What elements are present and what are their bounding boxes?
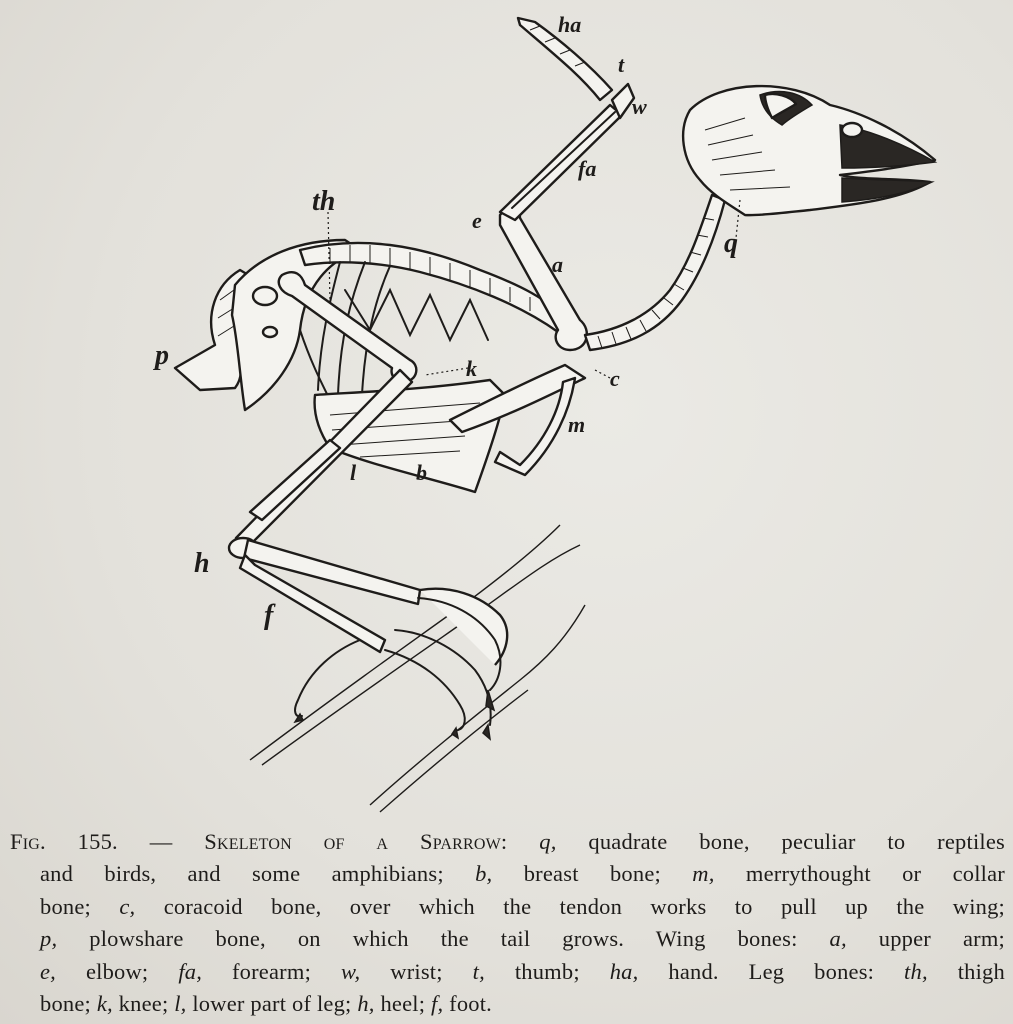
- label-m: m: [568, 412, 586, 437]
- caption-text: bone;: [40, 893, 91, 919]
- label-w: w: [632, 94, 647, 119]
- key-e: e,: [40, 958, 57, 984]
- caption-title: Skeleton of a Sparrow:: [204, 829, 508, 854]
- label-h: h: [194, 548, 210, 579]
- key-ha: ha,: [609, 958, 639, 984]
- caption-text: wrist;: [390, 958, 443, 984]
- label-k: k: [466, 356, 477, 381]
- label-t: t: [618, 52, 625, 77]
- key-th: th,: [904, 958, 928, 984]
- forearm-bones: [500, 105, 622, 220]
- caption-text: knee;: [118, 991, 169, 1017]
- key-fa: fa,: [178, 958, 203, 984]
- skull: [683, 86, 935, 215]
- caption-text: Leg bones:: [748, 958, 875, 984]
- caption-text: coracoid bone, over which the tendon works to pull up the wing;: [163, 893, 1006, 919]
- label-fa: fa: [578, 156, 597, 181]
- caption-text: quadrate bone, peculiar to reptiles: [588, 829, 1006, 854]
- caption-dash: —: [117, 829, 205, 854]
- caption-text: foot.: [449, 991, 492, 1017]
- label-ha: ha: [558, 12, 582, 37]
- key-f: f,: [431, 991, 444, 1017]
- key-c: c,: [119, 893, 136, 919]
- figure-caption: [10, 826, 1005, 1020]
- label-th: th: [312, 186, 336, 217]
- caption-text: merrythought or collar: [745, 861, 1005, 887]
- caption-line-1: [10, 826, 1005, 858]
- key-b: b,: [475, 861, 493, 887]
- label-b: b: [416, 460, 427, 485]
- key-k: k,: [96, 991, 113, 1017]
- caption-text: thigh: [957, 958, 1005, 984]
- key-t: t,: [472, 958, 485, 984]
- label-e: e: [472, 208, 482, 233]
- caption-text: breast bone;: [523, 861, 661, 887]
- caption-text: thumb;: [514, 958, 580, 984]
- key-w: w,: [340, 958, 361, 984]
- key-l: l,: [174, 991, 187, 1017]
- caption-text: forearm;: [231, 958, 312, 984]
- caption-text: lower part of leg;: [192, 991, 352, 1017]
- key-h: h,: [357, 991, 375, 1017]
- key-m: m,: [692, 861, 715, 887]
- caption-text: and birds, and some amphibians;: [40, 861, 444, 887]
- caption-line-2: [10, 858, 1005, 890]
- caption-text: bone;: [40, 991, 91, 1017]
- caption-line-3: [10, 891, 1005, 923]
- key-p: p,: [40, 926, 58, 952]
- key-q: q,: [539, 829, 557, 854]
- caption-line-5: [10, 956, 1005, 988]
- label-q: q: [724, 228, 738, 259]
- label-a: a: [552, 252, 563, 277]
- label-f: f: [264, 600, 274, 631]
- caption-line-6: [10, 988, 1005, 1020]
- caption-text: Wing bones:: [655, 926, 798, 952]
- caption-text: upper arm;: [878, 926, 1006, 952]
- figure-number: Fig. 155.: [10, 829, 118, 854]
- caption-text: plowshare bone, on which the tail grows.: [89, 926, 625, 952]
- key-a: a,: [829, 926, 847, 952]
- foot-bones: [229, 538, 507, 739]
- label-c: c: [610, 366, 620, 391]
- caption-line-4: [10, 923, 1005, 955]
- label-l: l: [350, 460, 357, 485]
- label-p: p: [155, 340, 169, 371]
- upper-arm-bone: [500, 209, 587, 350]
- neck-vertebrae: [585, 195, 725, 350]
- caption-text: elbow;: [85, 958, 149, 984]
- caption-text: heel;: [380, 991, 426, 1017]
- caption-text: hand.: [668, 958, 719, 984]
